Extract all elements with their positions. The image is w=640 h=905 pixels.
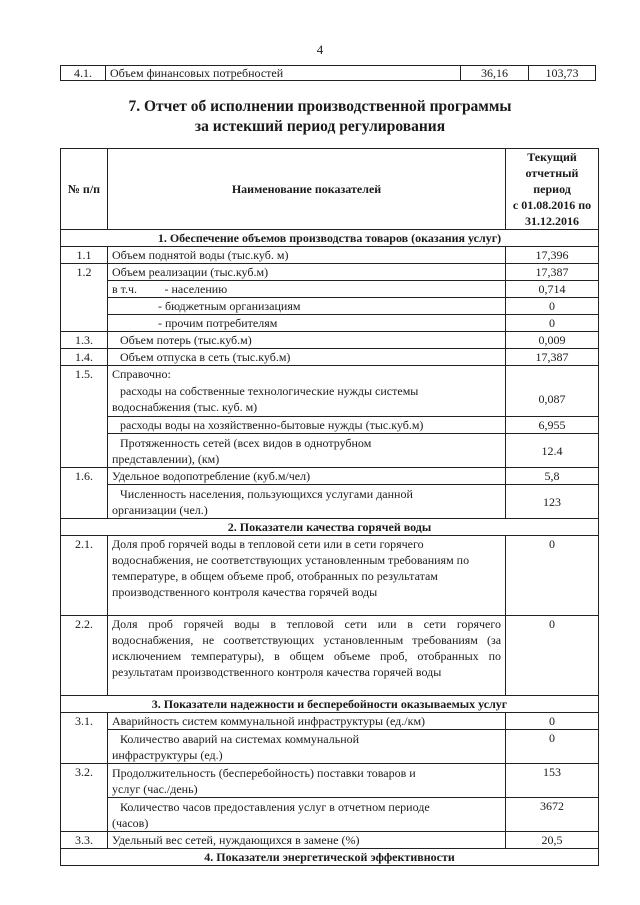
- header-row: [61, 149, 599, 230]
- table-row: [61, 468, 599, 485]
- table-row: [61, 264, 599, 281]
- row-value: 3672: [506, 798, 599, 832]
- row-value: 17,387: [506, 264, 599, 281]
- row-name: Аварийность систем коммунальной инфраструктуры (ед./км): [108, 713, 506, 730]
- row-name-line: инфраструктуры (ед.): [112, 747, 223, 762]
- row-name: [108, 485, 506, 519]
- row-name-line: услуг (час./день): [112, 781, 198, 796]
- row-number: 1.5.: [61, 366, 108, 468]
- row-value: 0: [506, 713, 599, 730]
- table-row: [61, 832, 599, 849]
- row-number: 4.1.: [61, 66, 106, 81]
- section-row: [61, 230, 599, 247]
- table-row: [61, 536, 599, 616]
- row-name-line: водоснабжения (тыс. куб. м): [112, 400, 258, 415]
- row-name: Удельный вес сетей, нуждающихся в замене (%): [108, 832, 506, 849]
- row-name: Доля проб горячей воды в тепловой сети или в сети горячего водоснабжения, не соответствующих установленным требованиям (за исключением температуры), в общем объеме проб, отобранных по результатам производственного контроля качества горячей воды: [108, 616, 506, 696]
- table-row: [61, 764, 599, 798]
- row-name: Объем реализации (тыс.куб.м): [108, 264, 506, 281]
- header-num: № п/п: [61, 149, 108, 230]
- row-name: Удельное водопотребление (куб.м/чел): [108, 468, 506, 485]
- row-number: 2.2.: [61, 616, 108, 696]
- header-period: [506, 149, 599, 230]
- financial-needs-table: [60, 65, 596, 81]
- row-name-line: Количество часов предоставления услуг в отчетном периоде: [120, 799, 430, 814]
- page-number: 4: [316, 42, 324, 57]
- row-number: 1.1: [61, 247, 108, 264]
- row-name: - прочим потребителям: [108, 315, 506, 332]
- row-name: [108, 764, 506, 798]
- row-name: Объем финансовых потребностей: [106, 66, 461, 81]
- row-value: 17,387: [506, 349, 599, 366]
- table-row: [61, 713, 599, 730]
- table-row: [61, 315, 599, 332]
- header-name: Наименование показателей: [108, 149, 506, 230]
- section-heading: 2. Показатели качества горячей воды: [61, 519, 599, 536]
- header-period-line: отчетный период: [525, 166, 579, 196]
- table-row: [61, 798, 599, 832]
- row-name-line: Количество аварий на системах коммунальной: [120, 731, 360, 746]
- row-number: 3.2.: [61, 764, 108, 832]
- row-name-line: организации (чел.): [112, 502, 208, 517]
- row-value: 12.4: [506, 434, 599, 468]
- section-title: [0, 97, 640, 137]
- row-number: 1.2: [61, 264, 108, 332]
- table-row: [61, 730, 599, 764]
- table-row: [61, 66, 596, 81]
- row-name-line: Протяженность сетей (всех видов в однотрубном: [120, 435, 372, 450]
- section-heading: 3. Показатели надежности и бесперебойности оказываемых услуг: [61, 696, 599, 713]
- row-value: 5,8: [506, 468, 599, 485]
- table-row: [61, 366, 599, 383]
- row-name: - бюджетным организациям: [108, 298, 506, 315]
- row-number: 2.1.: [61, 536, 108, 616]
- section-row: [61, 519, 599, 536]
- row-name: расходы воды на хозяйственно-бытовые нужды (тыс.куб.м): [108, 417, 506, 434]
- row-prefix: в т.ч.: [108, 281, 161, 298]
- row-name-line: Численность населения, пользующихся услугами данной: [120, 486, 413, 501]
- row-name-line: представлении), (км): [112, 451, 220, 466]
- row-name: [108, 434, 506, 468]
- row-number: 1.4.: [61, 349, 108, 366]
- section-row: [61, 696, 599, 713]
- row-value: 17,396: [506, 247, 599, 264]
- row-number: 3.3.: [61, 832, 108, 849]
- row-name-line: расходы на собственные технологические нужды системы: [120, 384, 419, 399]
- table-row: [61, 298, 599, 315]
- row-value: 0: [506, 536, 599, 616]
- table-row: [61, 281, 599, 298]
- row-value: [506, 366, 599, 383]
- row-value: 0: [506, 730, 599, 764]
- report-table: [60, 148, 599, 866]
- header-period-line: 31.12.2016: [525, 214, 580, 228]
- row-number: 3.1.: [61, 713, 108, 764]
- row-name: Объем поднятой воды (тыс.куб. м): [108, 247, 506, 264]
- table-row: [61, 434, 599, 468]
- row-name-line: (часов): [112, 815, 149, 830]
- row-name: [108, 383, 506, 417]
- row-value: 0: [506, 616, 599, 696]
- row-name-line: Продолжительность (бесперебойность) поставки товаров и: [112, 765, 416, 780]
- row-value: 20,5: [506, 832, 599, 849]
- row-value: 103,73: [529, 66, 596, 81]
- row-name: [108, 798, 506, 832]
- title-line: 7. Отчет об исполнении производственной программы: [128, 98, 512, 115]
- row-value: 0,087: [506, 383, 599, 417]
- row-number: 1.3.: [61, 332, 108, 349]
- section-row: [61, 849, 599, 866]
- row-name: Справочно:: [108, 366, 506, 383]
- title-line: за истекший период регулирования: [194, 118, 446, 135]
- table-row: [61, 332, 599, 349]
- header-period-line: с 01.08.2016 по: [512, 198, 592, 212]
- row-value: 123: [506, 485, 599, 519]
- table-row: [61, 247, 599, 264]
- row-name: Доля проб горячей воды в тепловой сети или в сети горячего водоснабжения, не соответствующих установленным требованиям по температуре, в общем объеме проб, отобранных по результатам производственного контроля качества горячей воды: [108, 536, 506, 616]
- row-value: 0: [506, 315, 599, 332]
- row-value: 153: [506, 764, 599, 798]
- row-value: 6,955: [506, 417, 599, 434]
- header-period-line: Текущий: [527, 150, 577, 164]
- table-row: [61, 349, 599, 366]
- row-name: Объем потерь (тыс.куб.м): [108, 332, 506, 349]
- row-value: 0,714: [506, 281, 599, 298]
- table-row: [61, 383, 599, 417]
- table-row: [61, 417, 599, 434]
- table-row: [61, 616, 599, 696]
- row-name: [108, 730, 506, 764]
- row-value: 0: [506, 298, 599, 315]
- row-value: 36,16: [461, 66, 529, 81]
- row-name: Объем отпуска в сеть (тыс.куб.м): [108, 349, 506, 366]
- row-name: - населению: [161, 281, 506, 298]
- section-heading: 4. Показатели энергетической эффективности: [61, 849, 599, 866]
- section-heading: 1. Обеспечение объемов производства товаров (оказания услуг): [61, 230, 599, 247]
- row-value: 0,009: [506, 332, 599, 349]
- table-row: [61, 485, 599, 519]
- row-number: 1.6.: [61, 468, 108, 519]
